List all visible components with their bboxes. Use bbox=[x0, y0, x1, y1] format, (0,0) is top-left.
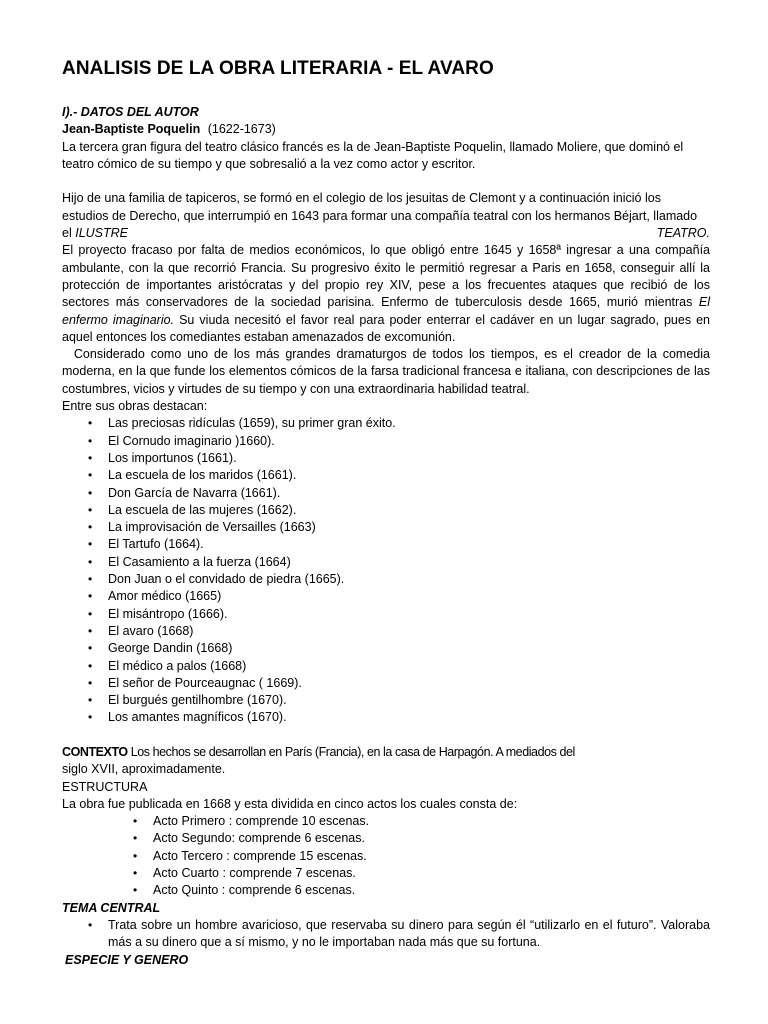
list-item: • La improvisación de Versailles (1663) bbox=[108, 519, 710, 536]
works-intro: Entre sus obras destacan: bbox=[62, 399, 208, 414]
list-item: • El médico a palos (1668) bbox=[108, 658, 710, 675]
spacer bbox=[62, 173, 710, 190]
works-list bbox=[108, 415, 710, 726]
para2-teatro: TEATRO. bbox=[656, 226, 710, 241]
list-item: • Acto Quinto : comprende 6 escenas. bbox=[153, 882, 710, 899]
list-item: • El señor de Pourceaugnac ( 1669). bbox=[108, 675, 710, 692]
list-item: • El misántropo (1666). bbox=[108, 606, 710, 623]
para2-line-1: Hijo de una familia de tapiceros, se formó en el colegio de los jesuitas de Clemont y a continuación inició los bbox=[62, 191, 661, 206]
intro-line-2: teatro cómico de su tiempo y que sobresalió a la vez como actor y escritor. bbox=[62, 156, 476, 171]
author-years: (1622-1673) bbox=[207, 122, 276, 137]
list-item: • George Dandin (1668) bbox=[108, 640, 710, 657]
document-body bbox=[62, 104, 710, 969]
para2-line-2: estudios de Derecho, que interrumpió en 1643 para formar una compañía teatral con los hermanos Béjart, llamado bbox=[62, 208, 698, 223]
document-title: ANALISIS DE LA OBRA LITERARIA - EL AVARO bbox=[62, 58, 494, 79]
para3-italic-title: El enfermo imaginario. bbox=[62, 295, 710, 327]
section-heading-author: I).- DATOS DEL AUTOR bbox=[62, 105, 199, 119]
list-item: • La escuela de los maridos (1661). bbox=[108, 467, 710, 484]
estructura-label: ESTRUCTURA bbox=[62, 779, 148, 794]
list-item: • El Cornudo imaginario )1660). bbox=[108, 433, 710, 450]
para2-line-3 bbox=[62, 225, 710, 242]
list-item: • Acto Tercero : comprende 15 escenas. bbox=[153, 848, 710, 865]
list-item: • Los importunos (1661). bbox=[108, 450, 710, 467]
intro-line-1 bbox=[62, 139, 710, 156]
list-item: • Acto Cuarto : comprende 7 escenas. bbox=[153, 865, 710, 882]
author-line bbox=[62, 121, 710, 138]
para4 bbox=[62, 346, 710, 398]
list-item: • El avaro (1668) bbox=[108, 623, 710, 640]
para3-text-b: Su viuda necesitó el favor real para poder enterrar el cadáver en un lugar sagrado, pues en aquel entonces los comediantes estaban amenazados de excomunión. bbox=[62, 312, 711, 344]
intro-text-1: La tercera gran figura del teatro clásico francés es la de Jean-Baptiste Poquelin, llamado Moliere, que dominó el bbox=[62, 139, 684, 154]
list-item: • La escuela de las mujeres (1662). bbox=[108, 502, 710, 519]
contexto-line-1 bbox=[62, 744, 710, 761]
contexto-text-1: Los hechos se desarrollan en París (Francia), en la casa de Harpagón. A mediados del bbox=[130, 744, 575, 759]
list-item: • Don García de Navarra (1661). bbox=[108, 485, 710, 502]
list-item: • El Casamiento a la fuerza (1664) bbox=[108, 554, 710, 571]
especie-label: ESPECIE Y GENERO bbox=[65, 952, 189, 967]
spacer bbox=[62, 727, 710, 744]
list-item: • Acto Segundo: comprende 6 escenas. bbox=[153, 830, 710, 847]
list-item: • Amor médico (1665) bbox=[108, 588, 710, 605]
acts-list bbox=[153, 813, 710, 899]
list-item: • Don Juan o el convidado de piedra (1665). bbox=[108, 571, 710, 588]
para3 bbox=[62, 242, 710, 346]
list-item: • Los amantes magníficos (1670). bbox=[108, 709, 710, 726]
contexto-label: CONTEXTO bbox=[62, 744, 128, 759]
para2-el: el bbox=[62, 226, 72, 241]
para4-text: Considerado como uno de los más grandes dramaturgos de todos los tiempos, es el creador de la comedia moderna, en la que funde los elementos cómicos de la farsa tradicional francesa e italiana, con descripciones de las costumbres, vicios y virtudes de su tiempo y con una extraordinaria habilidad teatral. bbox=[62, 347, 710, 396]
contexto-line-2: siglo XVII, aproximadamente. bbox=[62, 762, 226, 777]
para2-ilustre: ILUSTRE bbox=[75, 226, 129, 241]
tema-label: TEMA CENTRAL bbox=[62, 900, 161, 915]
list-item: • Trata sobre un hombre avaricioso, que reservaba su dinero para según él “utilizarlo en el futuro”. Valoraba más a su dinero que a sí mismo, y no le importaban nada más que su fortuna. bbox=[108, 917, 710, 952]
list-item: • Las preciosas ridículas (1659), su primer gran éxito. bbox=[108, 415, 710, 432]
list-item: • Acto Primero : comprende 10 escenas. bbox=[153, 813, 710, 830]
contexto-group bbox=[62, 745, 575, 759]
para3-text-a: El proyecto fracaso por falta de medios económicos, lo que obligó entre 1645 y 1658ª ingresar a una compañía ambulante, con la que recorrió Francia. Su progresivo éxito le permitió regresar a Paris en 1658, conseguir allí la protección de importantes aristócratas y del propio rey XIV, pese a los frecuentes ataques que recibió de los sectores más conservadores de la sociedad parisina. Enfermo de tuberculosis desde 1665, murió mientras bbox=[62, 243, 710, 310]
estructura-intro: La obra fue publicada en 1668 y esta dividida en cinco actos los cuales consta de: bbox=[62, 796, 518, 811]
list-item: • El Tartufo (1664). bbox=[108, 536, 710, 553]
tema-list bbox=[108, 917, 710, 952]
author-name: Jean-Baptiste Poquelin bbox=[62, 122, 201, 137]
para2-el-group bbox=[62, 225, 128, 242]
list-item: • El burgués gentilhombre (1670). bbox=[108, 692, 710, 709]
